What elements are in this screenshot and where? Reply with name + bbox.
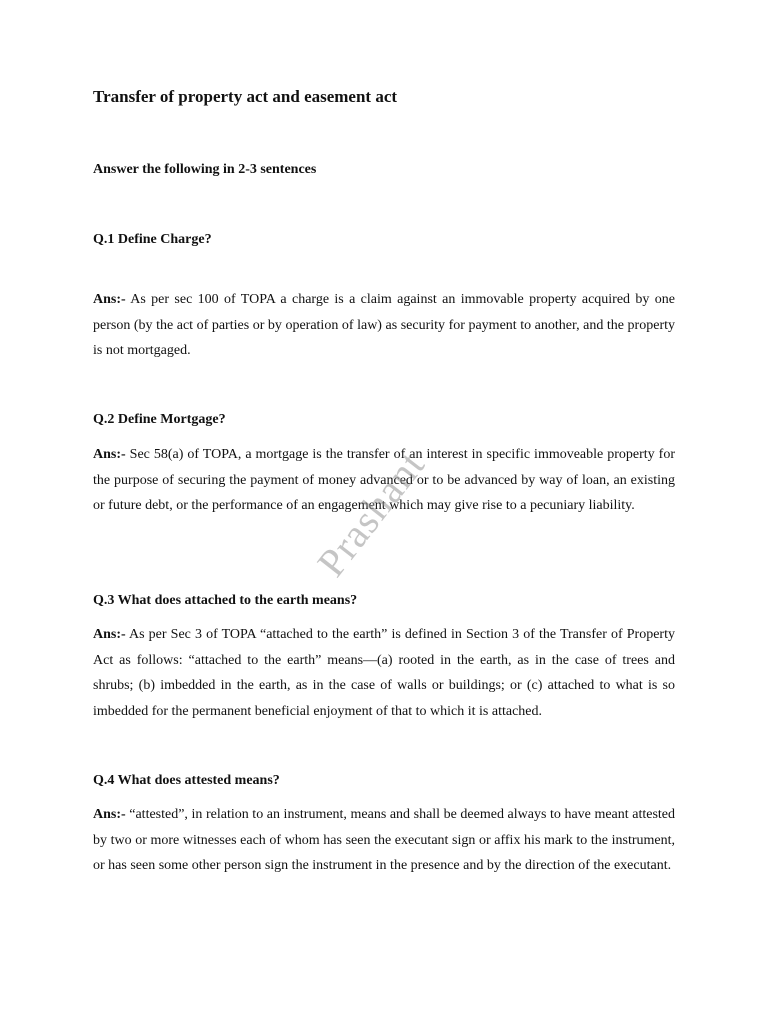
document-title: Transfer of property act and easement act bbox=[93, 87, 398, 106]
answer-text: Sec 58(a) of TOPA, a mortgage is the transfer of an interest in specific immoveable property for the purpose of securing the payment of money advanced or to be advanced by way of loan, an existing or future debt, or the performance of an engagement which may give rise to a pecuniary liability. bbox=[93, 447, 675, 513]
answer-label: Ans:- bbox=[93, 292, 126, 307]
answer-text: “attested”, in relation to an instrument, means and shall be deemed always to have meant attested by two or more witnesses each of whom has seen the executant sign or affix his mark to the instrument, or has seen some other person sign the instrument in the presence and by the direction of the executant. bbox=[93, 807, 675, 873]
answer-label: Ans:- bbox=[93, 447, 126, 462]
watermark: Prashant bbox=[308, 442, 434, 585]
question-3: Q.3 What does attached to the earth means? bbox=[93, 593, 358, 608]
question-2: Q.2 Define Mortgage? bbox=[93, 412, 226, 427]
answer-label: Ans:- bbox=[93, 807, 126, 822]
answer-text: As per Sec 3 of TOPA “attached to the earth” is defined in Section 3 of the Transfer of Property Act as follows: “attached to the earth” means—(a) rooted in the earth, as in the case of trees and shrubs; (b) imbedded in the earth, as in the case of walls or buildings; or (c) attached to what is so imbedded for the permanent beneficial enjoyment of that to which it is attached. bbox=[93, 627, 675, 719]
answer-4 bbox=[93, 802, 675, 879]
answer-label: Ans:- bbox=[93, 627, 126, 642]
question-1: Q.1 Define Charge? bbox=[93, 232, 212, 247]
answer-1 bbox=[93, 287, 675, 364]
answer-text: As per sec 100 of TOPA a charge is a claim against an immovable property acquired by one person (by the act of parties or by operation of law) as security for payment to another, and the property is not mortgaged. bbox=[93, 292, 675, 358]
instruction-heading: Answer the following in 2-3 sentences bbox=[93, 162, 317, 177]
question-4: Q.4 What does attested means? bbox=[93, 773, 280, 788]
answer-3 bbox=[93, 622, 675, 724]
